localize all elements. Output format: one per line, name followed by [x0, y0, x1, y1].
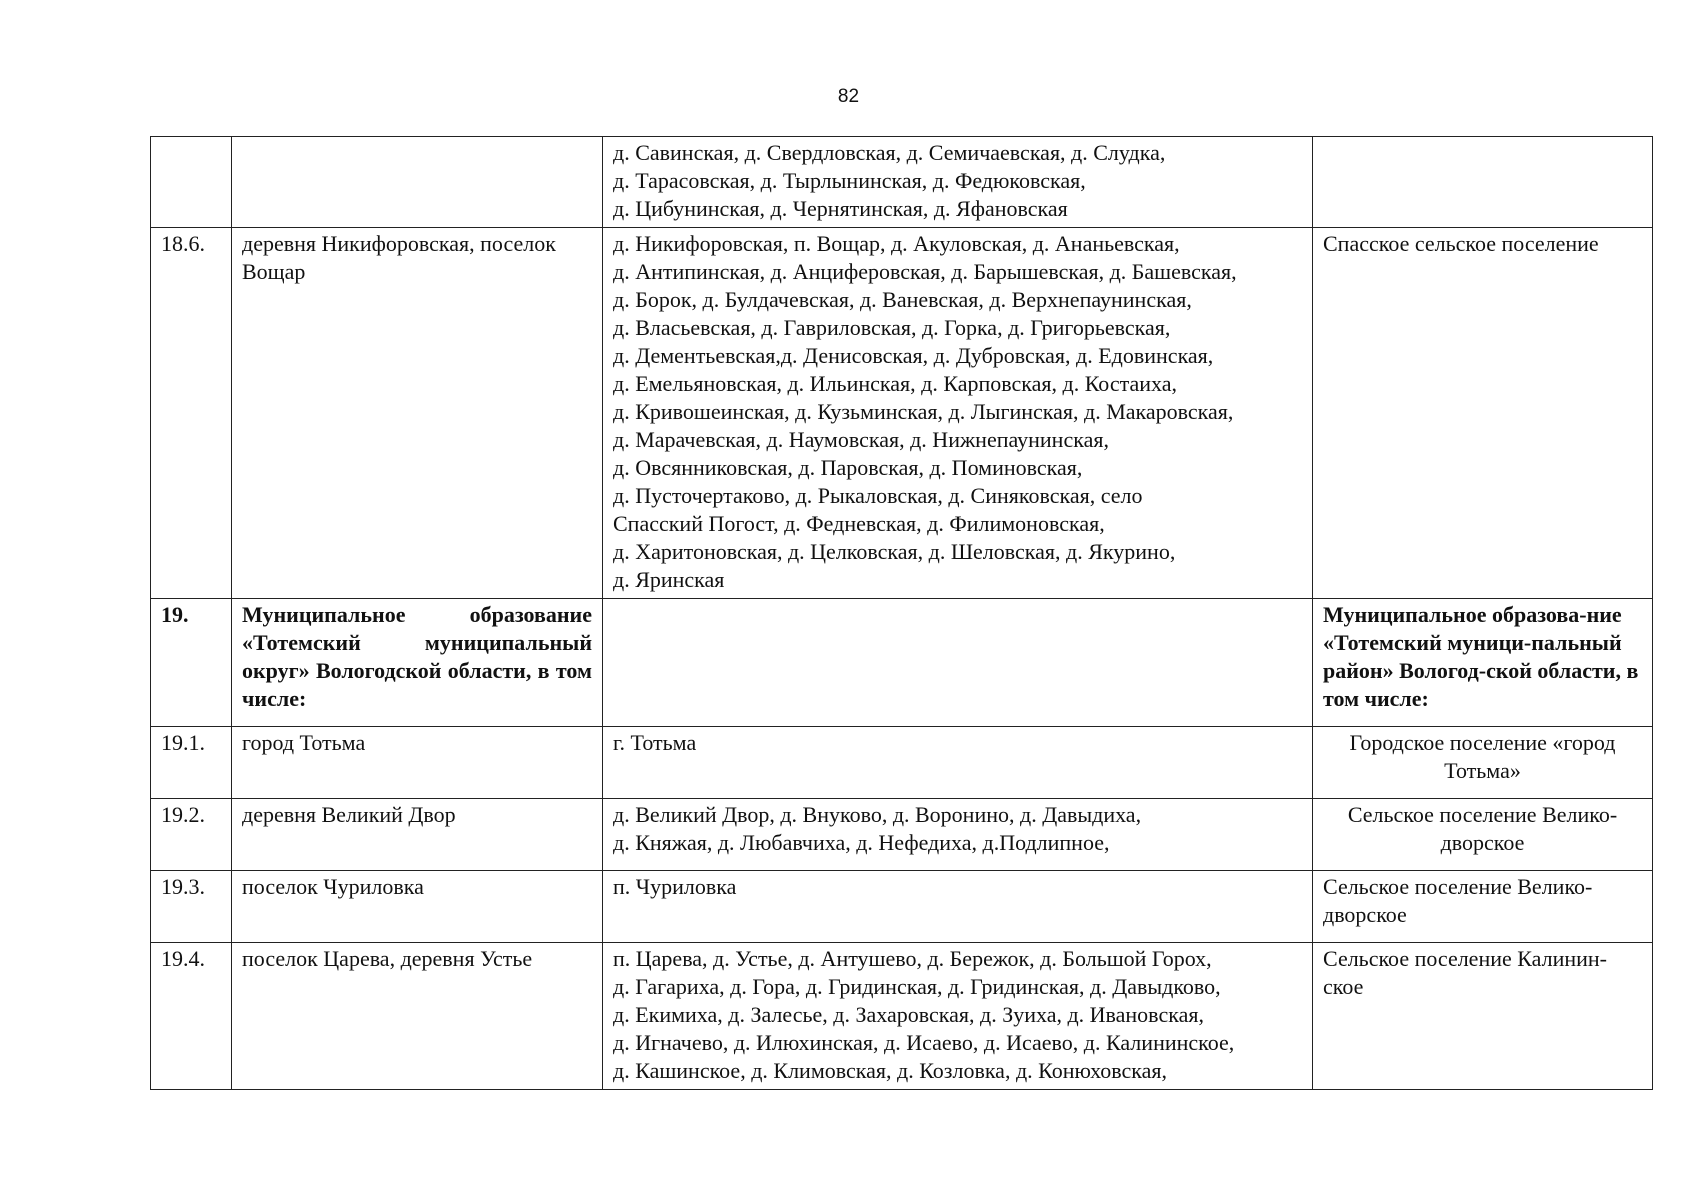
settlement-list-line: д. Яринская: [613, 567, 725, 592]
settlement-list-line: д. Пусточертаково, д. Рыкаловская, д. Синяковская, село: [613, 483, 1143, 508]
municipality-name: Сельское поселение Велико-дворское: [1313, 871, 1653, 943]
settlement-group-name: город Тотьма: [232, 727, 603, 799]
settlement-group-name: поселок Чуриловка: [232, 871, 603, 943]
settlement-list: [603, 799, 1313, 871]
settlement-list-line: д. Дементьевская,д. Денисовская, д. Дубровская, д. Едовинская,: [613, 343, 1214, 368]
settlement-list-line: д. Савинская, д. Свердловская, д. Семичаевская, д. Слудка,: [613, 140, 1166, 165]
settlement-group-name: [232, 137, 603, 228]
settlement-list-line: д. Харитоновская, д. Целковская, д. Шеловская, д. Якурино,: [613, 539, 1176, 564]
settlement-list-line: д. Власьевская, д. Гавриловская, д. Горка, д. Григорьевская,: [613, 315, 1171, 340]
table-row: [151, 799, 1653, 871]
settlement-list-line: д. Княжая, д. Любавчиха, д. Нефедиха, д.Подлипное,: [613, 830, 1110, 855]
settlement-list-line: д. Екимиха, д. Залесье, д. Захаровская, д. Зуиха, д. Ивановская,: [613, 1002, 1204, 1027]
settlement-list-line: Спасский Погост, д. Федневская, д. Филимоновская,: [613, 511, 1105, 536]
settlement-list-line: п. Царева, д. Устье, д. Антушево, д. Бережок, д. Большой Горох,: [613, 946, 1212, 971]
settlement-list-line: г. Тотьма: [613, 730, 697, 755]
table-row: [151, 871, 1653, 943]
row-number: [151, 137, 232, 228]
settlement-group-name: деревня Никифоровская, поселок Вощар: [232, 228, 603, 599]
row-number: 19.2.: [151, 799, 232, 871]
settlement-list: [603, 871, 1313, 943]
settlement-group-name: деревня Великий Двор: [232, 799, 603, 871]
table-row: [151, 599, 1653, 727]
row-number: 18.6.: [151, 228, 232, 599]
settlement-list-line: д. Овсянниковская, д. Паровская, д. Поминовская,: [613, 455, 1083, 480]
row-number: 19.1.: [151, 727, 232, 799]
settlement-list-line: д. Борок, д. Булдачевская, д. Ваневская, д. Верхнепаунинская,: [613, 287, 1192, 312]
settlement-group-name: Муниципальное образование «Тотемский муниципальный округ» Вологодской области, в том числе:: [232, 599, 603, 727]
municipality-name: Сельское поселение Велико-дворское: [1313, 799, 1653, 871]
table-row: [151, 943, 1653, 1090]
settlement-list-line: д. Марачевская, д. Наумовская, д. Нижнепаунинская,: [613, 427, 1109, 452]
table-row: [151, 137, 1653, 228]
municipality-name: Муниципальное образова-ние «Тотемский муници-пальный район» Вологод-ской области, в том числе:: [1313, 599, 1653, 727]
settlement-list-line: д. Цибунинская, д. Чернятинская, д. Яфановская: [613, 196, 1068, 221]
settlement-list-line: п. Чуриловка: [613, 874, 737, 899]
page-number: 82: [837, 86, 860, 107]
settlement-list-line: д. Тарасовская, д. Тырлынинская, д. Федюковская,: [613, 168, 1086, 193]
settlement-list: [603, 137, 1313, 228]
settlement-list-line: д. Никифоровская, п. Вощар, д. Акуловская, д. Ананьевская,: [613, 231, 1180, 256]
settlement-list: [603, 943, 1313, 1090]
settlement-list-line: д. Емельяновская, д. Ильинская, д. Карповская, д. Костаиха,: [613, 371, 1177, 396]
settlement-list-line: д. Кривошеинская, д. Кузьминская, д. Лыгинская, д. Макаровская,: [613, 399, 1234, 424]
settlement-list-line: д. Гагариха, д. Гора, д. Гридинская, д. Гридинская, д. Давыдково,: [613, 974, 1221, 999]
table-row: [151, 727, 1653, 799]
settlement-list-line: д. Кашинское, д. Климовская, д. Козловка, д. Конюховская,: [613, 1058, 1167, 1083]
settlement-list: [603, 228, 1313, 599]
row-number: 19.4.: [151, 943, 232, 1090]
settlement-list-line: д. Игначево, д. Илюхинская, д. Исаево, д. Исаево, д. Калининское,: [613, 1030, 1235, 1055]
table-row: [151, 228, 1653, 599]
row-number: 19.3.: [151, 871, 232, 943]
settlement-list: [603, 599, 1313, 727]
settlement-list: [603, 727, 1313, 799]
municipality-name: [1313, 137, 1653, 228]
settlement-list-line: д. Антипинская, д. Анциферовская, д. Барышевская, д. Башевская,: [613, 259, 1237, 284]
settlements-table: [150, 136, 1653, 1090]
municipality-name: Спасское сельское поселение: [1313, 228, 1653, 599]
municipality-name: Сельское поселение Калинин-ское: [1313, 943, 1653, 1090]
settlement-group-name: поселок Царева, деревня Устье: [232, 943, 603, 1090]
row-number: 19.: [151, 599, 232, 727]
municipality-name: Городское поселение «город Тотьма»: [1313, 727, 1653, 799]
settlement-list-line: д. Великий Двор, д. Внуково, д. Воронино, д. Давыдиха,: [613, 802, 1142, 827]
